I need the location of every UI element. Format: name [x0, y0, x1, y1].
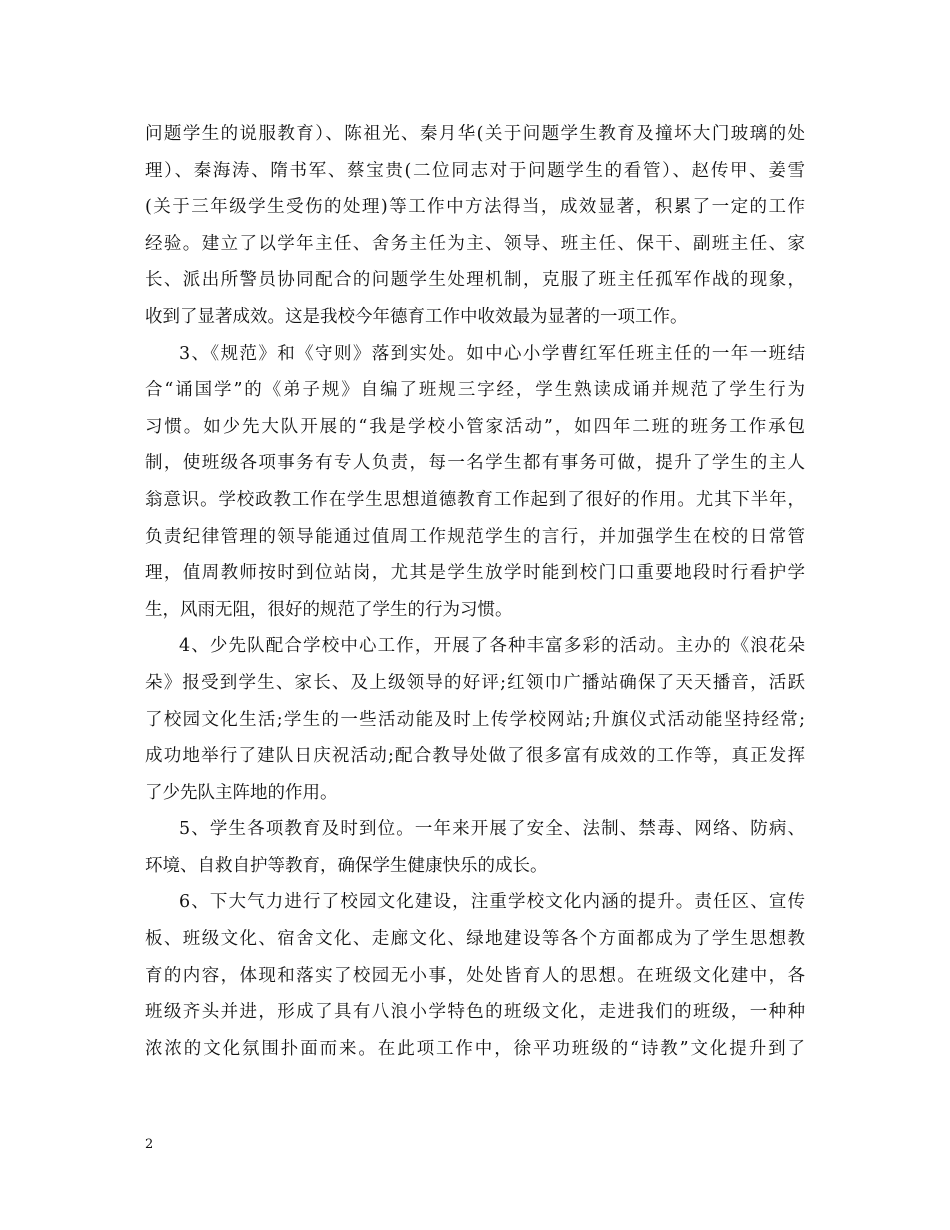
text-line: 翁意识。学校政教工作在学生思想道德教育工作起到了很好的作用。尤其下半年， — [145, 489, 805, 510]
text-line: 朵》报受到学生、家长、及上级领导的好评;红领巾广播站确保了天天播音，活跃 — [145, 672, 805, 693]
text-line: 问题学生的说服教育）、陈祖光、秦月华(关于问题学生教育及撞坏大门玻璃的处 — [145, 124, 805, 144]
paragraph-3-start: 3、《规范》和《守则》落到实处。如中心小学曹红军任班主任的一年一班结 — [179, 343, 805, 364]
text-line: 收到了显著成效。这是我校今年德育工作中收效最为显著的一项工作。 — [145, 306, 688, 327]
text-line: 班级齐头并进，形成了具有八浪小学特色的班级文化，走进我们的班级，一种种 — [145, 1002, 805, 1023]
text-line: 负责纪律管理的领导能通过值周工作规范学生的言行，并加强学生在校的日常管 — [145, 526, 805, 547]
text-line: 板、班级文化、宿舍文化、走廊文化、绿地建设等各个方面都成为了学生思想教 — [145, 929, 805, 950]
paragraph-6-start: 6、下大气力进行了校园文化建设，注重学校文化内涵的提升。责任区、宣传 — [179, 892, 805, 913]
text-line: 长、派出所警员协同配合的问题学生处理机制，克服了班主任孤军作战的现象， — [145, 270, 805, 291]
text-line: 合“诵国学”的《弟子规》自编了班规三字经，学生熟读成诵并规范了学生行为 — [145, 380, 805, 401]
text-line: 制，使班级各项事务有专人负责，每一名学生都有事务可做，提升了学生的主人 — [145, 453, 805, 474]
text-line: 浓浓的文化氛围扑面而来。在此项工作中，徐平功班级的“诗教”文化提升到了 — [145, 1038, 805, 1059]
text-line: 成功地举行了建队日庆祝活动;配合教导处做了很多富有成效的工作等，真正发挥 — [145, 746, 805, 767]
text-line: 了少先队主阵地的作用。 — [145, 782, 338, 803]
page-number: 2 — [145, 1137, 154, 1152]
text-line: (关于三年级学生受伤的处理)等工作中方法得当，成效显著，积累了一定的工作 — [145, 197, 805, 218]
paragraph-4-start: 4、少先队配合学校中心工作，开展了各种丰富多彩的活动。主办的《浪花朵 — [179, 636, 805, 657]
text-line: 环境、自救自护等教育，确保学生健康快乐的成长。 — [145, 855, 548, 876]
text-line: 育的内容，体现和落实了校园无小事，处处皆育人的思想。在班级文化建中，各 — [145, 965, 805, 986]
text-line: 生，风雨无阻，很好的规范了学生的行为习惯。 — [145, 599, 513, 620]
text-line: 了校园文化生活;学生的一些活动能及时上传学校网站;升旗仪式活动能坚持经常; — [145, 709, 805, 730]
text-line: 经验。建立了以学年主任、舍务主任为主、领导、班主任、保干、副班主任、家 — [145, 233, 805, 254]
text-line: 理）、秦海涛、隋书军、蔡宝贵(二位同志对于问题学生的看管）、赵传甲、姜雪 — [145, 160, 805, 181]
text-line: 理，值周教师按时到位站岗，尤其是学生放学时能到校门口重要地段时行看护学 — [145, 563, 805, 584]
text-line: 习惯。如少先大队开展的“我是学校小管家活动”，如四年二班的班务工作承包 — [145, 416, 805, 437]
document-body — [145, 116, 805, 1067]
paragraph-5-start: 5、学生各项教育及时到位。一年来开展了安全、法制、禁毒、网络、防病、 — [179, 819, 805, 840]
